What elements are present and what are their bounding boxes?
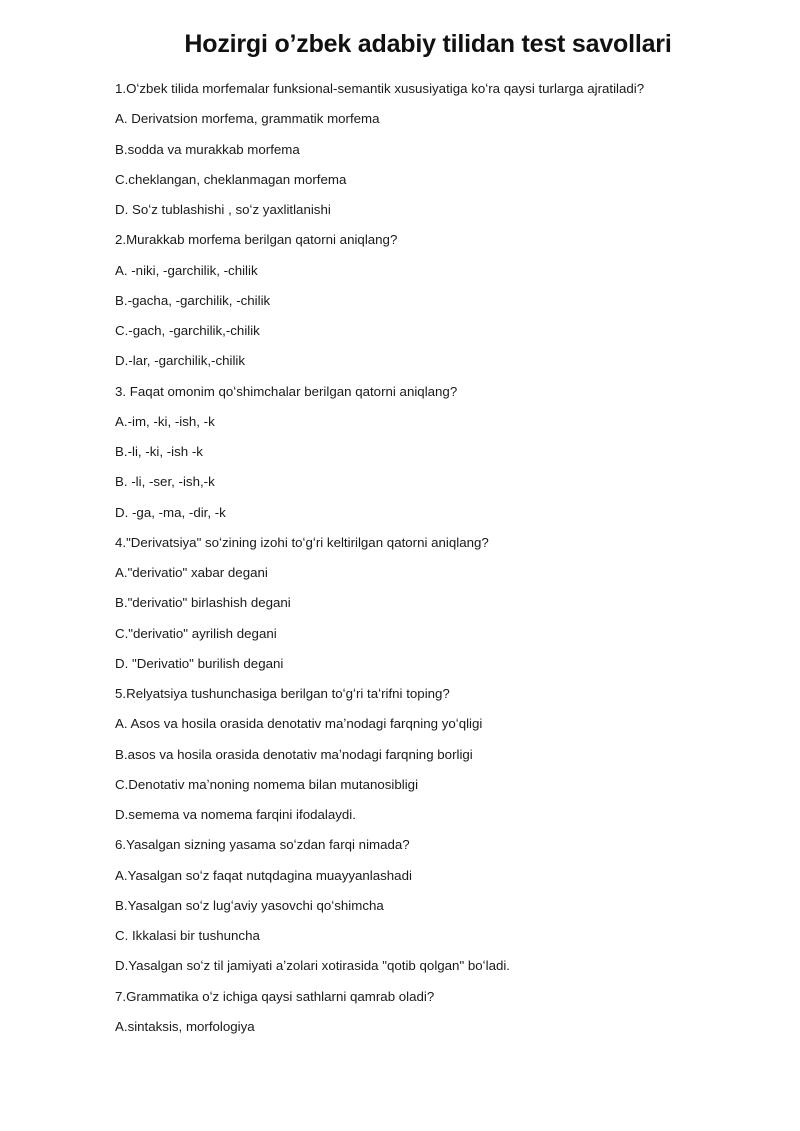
text-line: 2.Murakkab morfema berilgan qatorni aniqlang? <box>115 232 398 248</box>
text-line: D.semema va nomema farqini ifodalaydi. <box>115 807 356 822</box>
text-line: A. Derivatsion morfema, grammatik morfema <box>115 111 380 127</box>
text-line: D. "Derivatio" burilish degani <box>115 655 284 671</box>
text-line: 3. Faqat omonim qoʻshimchalar berilgan qatorni aniqlang? <box>115 383 458 399</box>
text-line: B."derivatio" birlashish degani <box>115 595 291 611</box>
text-line: A.-im, -ki, -ish, -k <box>115 413 215 429</box>
text-line: B.sodda va murakkab morfema <box>115 141 300 157</box>
text-line: D.-lar, -garchilik,-chilik <box>115 353 246 369</box>
text-line: D.Yasalgan soʻz til jamiyati aʼzolari xotirasida "qotib qolgan" boʻladi. <box>115 958 511 974</box>
text-line: B.asos va hosila orasida denotativ maʼnodagi farqning borligi <box>115 746 473 762</box>
text-line: A."derivatio" xabar degani <box>115 565 268 580</box>
text-line: B.-li, -ki, -ish -k <box>115 444 203 459</box>
text-line: C.-gach, -garchilik,-chilik <box>115 323 260 338</box>
text-line: A.sintaksis, morfologiya <box>115 1018 255 1034</box>
text-line: D. -ga, -ma, -dir, -k <box>115 504 226 520</box>
document-title: Hozirgi o’zbek adabiy tilidan test savollari <box>184 30 672 58</box>
text-line: B.Yasalgan soʻz lugʻaviy yasovchi qoʻshimcha <box>115 897 384 913</box>
text-line: B. -li, -ser, -ish,-k <box>115 474 215 490</box>
text-line: 4."Derivatsiya" soʻzining izohi toʻgʻri keltirilgan qatorni aniqlang? <box>115 534 489 550</box>
text-line: 7.Grammatika oʻz ichiga qaysi sathlarni qamrab oladi? <box>115 988 435 1004</box>
text-line: A.Yasalgan soʻz faqat nutqdagina muayyanlashadi <box>115 867 412 883</box>
text-line: A. Asos va hosila orasida denotativ maʼnodagi farqning yoʻqligi <box>115 716 483 732</box>
text-line: C."derivatio" ayrilish degani <box>115 625 277 641</box>
text-line: B.-gacha, -garchilik, -chilik <box>115 292 271 308</box>
text-line: C.cheklangan, cheklanmagan morfema <box>115 171 347 187</box>
text-line: C.Denotativ maʼnoning nomema bilan mutanosibligi <box>115 776 419 792</box>
text-line: 6.Yasalgan sizning yasama soʻzdan farqi nimada? <box>115 837 410 853</box>
text-line: A. -niki, -garchilik, -chilik <box>115 262 258 278</box>
text-line: D. Soʻz tublashishi , soʻz yaxlitlanishi <box>115 202 331 217</box>
text-line: C. Ikkalasi bir tushuncha <box>115 928 260 943</box>
text-line: 5.Relyatsiya tushunchasiga berilgan toʻgʻri taʻrifni toping? <box>115 686 450 701</box>
question-list <box>115 78 775 1046</box>
text-line: 1.Oʻzbek tilida morfemalar funksional-semantik xususiyatiga koʻra qaysi turlarga ajratiladi? <box>115 81 645 96</box>
